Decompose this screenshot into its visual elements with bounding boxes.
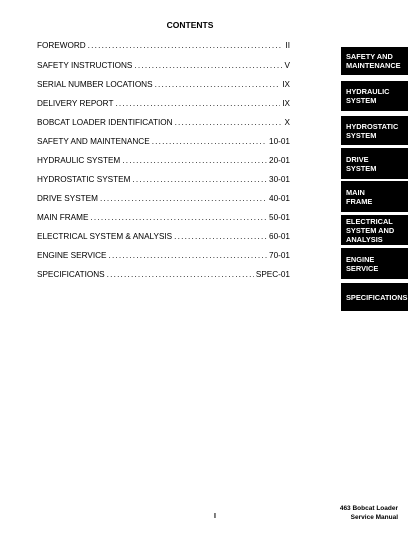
toc-label: BOBCAT LOADER IDENTIFICATION (37, 118, 173, 127)
toc-page: IX (282, 80, 290, 89)
toc-label: MAIN FRAME (37, 213, 89, 222)
toc-page: 50-01 (269, 213, 290, 222)
toc-label: ELECTRICAL SYSTEM & ANALYSIS (37, 232, 173, 241)
tab-label: ENGINE SERVICE (346, 254, 379, 273)
toc-label: SAFETY AND MAINTENANCE (37, 137, 150, 146)
toc-label: HYDRAULIC SYSTEM (37, 156, 121, 165)
toc-page: 60-01 (269, 232, 290, 241)
toc-leader (107, 270, 254, 279)
tab-hydraulic-system[interactable] (341, 81, 408, 111)
toc-page: 30-01 (269, 175, 290, 184)
toc-leader (175, 118, 283, 127)
toc-page: 10-01 (269, 137, 290, 146)
tab-label: HYDROSTATIC SYSTEM (346, 121, 399, 140)
footer-manual-title: Service Manual (350, 514, 398, 521)
page-number: I (214, 513, 216, 520)
toc-label: DRIVE SYSTEM (37, 194, 98, 203)
toc-leader (90, 213, 267, 222)
toc-row-hydraulic-system[interactable] (37, 156, 290, 165)
toc-page: 40-01 (269, 194, 290, 203)
toc-row-safety-instructions[interactable] (37, 61, 290, 70)
toc-row-safety-and-maintenance[interactable] (37, 137, 290, 146)
toc-leader (132, 175, 267, 184)
toc-page: X (284, 118, 290, 127)
tab-label: ELECTRICAL SYSTEM AND ANALYSIS (346, 216, 395, 244)
tab-label: MAIN FRAME (346, 187, 373, 206)
toc-leader (155, 80, 281, 89)
tab-drive-system[interactable] (341, 148, 408, 179)
toc-label: FOREWORD (37, 41, 86, 50)
toc-row-engine-service[interactable] (37, 251, 290, 260)
tab-safety-and-maintenance[interactable] (341, 47, 408, 75)
toc-page: V (284, 61, 290, 70)
toc-label: HYDROSTATIC SYSTEM (37, 175, 131, 184)
tab-engine-service[interactable] (341, 248, 408, 279)
tab-electrical-system-and-analysis[interactable] (341, 215, 408, 245)
tab-label: HYDRAULIC SYSTEM (346, 87, 390, 105)
toc-leader (134, 61, 282, 70)
toc-leader (88, 41, 284, 50)
toc-leader (100, 194, 267, 203)
toc-leader (152, 137, 267, 146)
toc-row-serial-number-locations[interactable] (37, 80, 290, 89)
toc-row-delivery-report[interactable] (37, 99, 290, 108)
toc-row-foreword[interactable] (37, 41, 290, 50)
toc-leader (122, 156, 267, 165)
toc-page: II (285, 41, 290, 50)
tab-label: DRIVE SYSTEM (346, 154, 377, 173)
toc-label: DELIVERY REPORT (37, 99, 114, 108)
page-title: CONTENTS (166, 20, 214, 30)
tab-label: SAFETY AND MAINTENANCE (346, 52, 401, 70)
toc-label: SAFETY INSTRUCTIONS (37, 61, 133, 70)
toc-label: SPECIFICATIONS (37, 270, 105, 279)
toc-row-main-frame[interactable] (37, 213, 290, 222)
tab-label: SPECIFICATIONS (346, 292, 408, 302)
toc-row-specifications[interactable] (37, 270, 290, 279)
toc-label: ENGINE SERVICE (37, 251, 107, 260)
toc-leader (108, 251, 267, 260)
toc-row-drive-system[interactable] (37, 194, 290, 203)
footer-model: 463 Bobcat Loader (339, 505, 398, 512)
toc-label: SERIAL NUMBER LOCATIONS (37, 80, 153, 89)
toc-page: SPEC-01 (255, 270, 290, 279)
tab-main-frame[interactable] (341, 181, 408, 212)
toc-page: 70-01 (269, 251, 290, 260)
tab-specifications[interactable] (341, 283, 408, 311)
toc-page: 20-01 (269, 156, 290, 165)
tab-hydrostatic-system[interactable] (341, 116, 408, 145)
manual-footer (340, 504, 398, 522)
toc-row-bobcat-loader-identification[interactable] (37, 118, 290, 127)
toc-page: IX (282, 99, 290, 108)
toc-row-hydrostatic-system[interactable] (37, 175, 290, 184)
toc-leader (174, 232, 267, 241)
toc-leader (115, 99, 280, 108)
toc-row-electrical-system-analysis[interactable] (37, 232, 290, 241)
